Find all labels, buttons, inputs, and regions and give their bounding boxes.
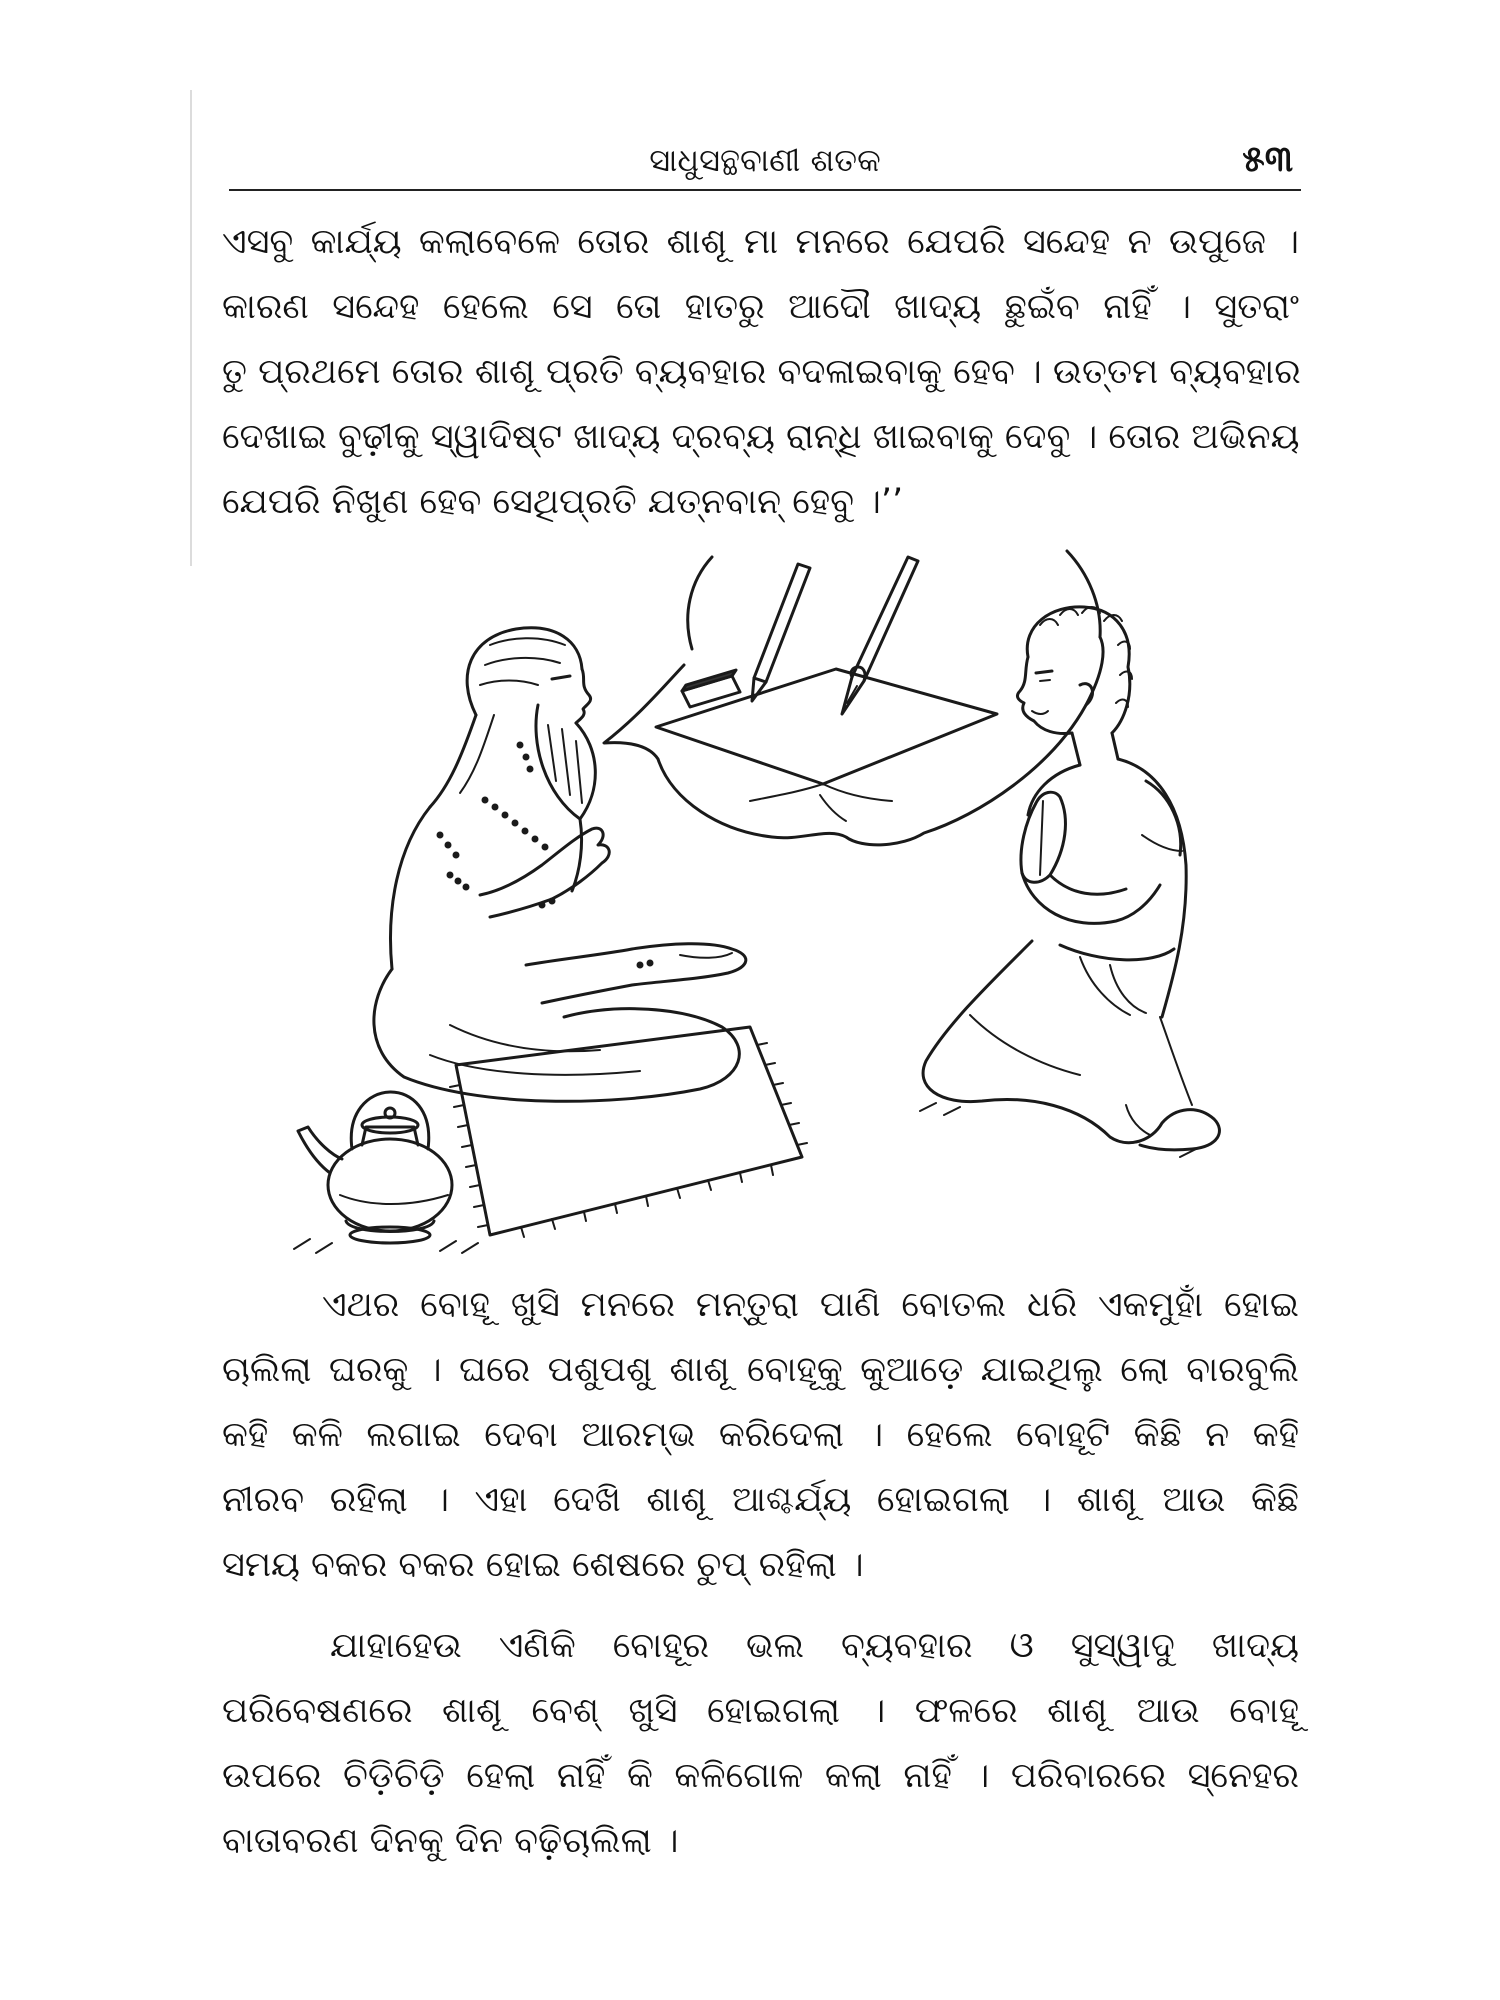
sage-figure (374, 628, 746, 1101)
text-line: ଯାହାହେଉ ଏଣିକି ବୋହୂର ଭଲ ବ୍ୟବହାର ଓ ସୁସ୍ୱାଦୁ ଖାଦ୍ୟ (330, 1626, 1299, 1666)
illustration (280, 545, 1240, 1260)
page-number: ୫୩ (1242, 139, 1293, 180)
text-line: ଚାଲିଲା ଘରକୁ । ଘରେ ପଶୁପଶୁ ଶାଶୂ ବୋହୂକୁ କୁଆଡ଼େ ଯାଇଥିଲୁ ଲୋ ବାରବୁଲି (222, 1350, 1299, 1390)
paragraph-2 (222, 1273, 1299, 1598)
text-line: ପରିବେଷଣରେ ଶାଶୂ ବେଶ୍ ଖୁସି ହୋଇଗଲା । ଫଳରେ ଶାଶୂ ଆଉ ବୋହୂ (222, 1691, 1299, 1731)
text-line: ତୁ ପ୍ରଥମେ ତୋର ଶାଶୂ ପ୍ରତି ବ୍ୟବହାର ବଦଳାଇବାକୁ ହେବ । ଉତ୍ତମ ବ୍ୟବହାର (222, 352, 1301, 392)
text-line: ସମୟ ବକର ବକର ହୋଇ ଶେଷରେ ଚୁପ୍ ରହିଲା । (222, 1545, 864, 1585)
text-line: ଯେପରି ନିଖୁଣ ହେବ ସେଥିପ୍ରତି ଯତ୍ନବାନ୍ ହେବୁ ।’’ (222, 482, 904, 522)
sitting-mat (450, 1027, 807, 1237)
running-header (229, 134, 1301, 186)
text-line: ବାତାବରଣ ଦିନକୁ ଦିନ ବଢ଼ିଚାଲିଲା । (222, 1821, 679, 1861)
paragraph-3 (222, 1614, 1299, 1874)
text-line: କାରଣ ସନ୍ଦେହ ହେଲେ ସେ ତୋ ହାତରୁ ଆଦୌ ଖାଦ୍ୟ ଛୁଇଁବ ନାହିଁ । ସୁତରାଂ (222, 287, 1299, 327)
header-rule (229, 189, 1301, 191)
text-line: ଏଥର ବୋହୂ ଖୁସି ମନରେ ମନ୍ତୁରା ପାଣି ବୋତଲ ଧରି ଏକମୁହାଁ ହୋଇ (322, 1285, 1299, 1325)
pen-icon (842, 557, 918, 714)
disciple-figure (920, 607, 1219, 1157)
book-title: ସାଧୁସନ୍ଥବାଣୀ ଶତକ (649, 141, 881, 179)
paragraph-1 (222, 210, 1299, 535)
scan-edge-shadow (190, 90, 192, 566)
text-line: ଏସବୁ କାର୍ଯ୍ୟ କଲାବେଳେ ତୋର ଶାଶୂ ମା ମନରେ ଯେପରି ସନ୍ଦେହ ନ ଉପୁଜେ । (222, 222, 1299, 262)
text-line: ନୀରବ ରହିଲା । ଏହା ଦେଖି ଶାଶୂ ଆଶ୍ଚର୍ଯ୍ୟ ହୋଇଗଲା । ଶାଶୂ ଆଉ କିଛି (222, 1480, 1299, 1520)
water-pot-icon (294, 1092, 478, 1253)
text-line: ଦେଖାଇ ବୁଢ଼ୀକୁ ସ୍ୱାଦିଷ୍ଟ ଖାଦ୍ୟ ଦ୍ରବ୍ୟ ରାନ୍ଧି ଖାଇବାକୁ ଦେବୁ । ତୋର ଅଭିନୟ (222, 417, 1300, 457)
text-line: କହି କଳି ଲଗାଇ ଦେବା ଆରମ୍ଭ କରିଦେଲା । ହେଲେ ବୋହୂଟି କିଛି ନ କହି (222, 1415, 1299, 1455)
text-line: ଉପରେ ଚିଡ଼ିଚିଡ଼ି ହେଲା ନାହିଁ କି କଳିଗୋଳ କଲା ନାହିଁ । ପରିବାରରେ ସ୍ନେହର (222, 1756, 1299, 1796)
paper-icon (656, 669, 997, 821)
